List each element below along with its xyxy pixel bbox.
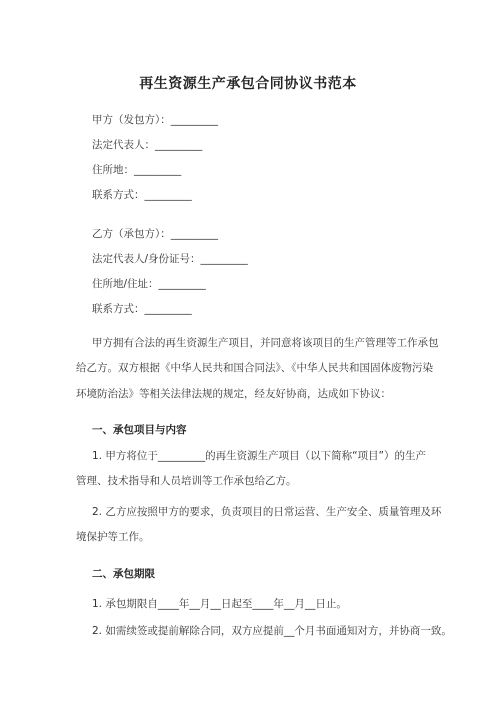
section-2-item-1: 1. 承包期限自____年__月__日起至____年__月__日止。: [92, 598, 347, 610]
intro-line-2: 给乙方。双方根据《中华人民共和国合同法》、《中华人民共和国固体废物污染: [76, 362, 433, 374]
party-b-legal-rep: 法定代表人/身份证号：_________: [92, 253, 248, 265]
section-1-item-2-line-1: 2. 乙方应按照甲方的要求，负责项目的日常运营、生产安全、质量管理及环: [92, 506, 442, 518]
party-a-contact: 联系方式：_________: [92, 189, 192, 201]
document-title: 再生资源生产承包合同协议书范本: [139, 76, 357, 92]
party-b-address: 住所地/住址：_________: [92, 278, 206, 290]
section-1-heading: 一、承包项目与内容: [92, 424, 187, 436]
intro-line-1: 甲方拥有合法的再生资源生产项目，并同意将该项目的生产管理等工作承包: [92, 337, 439, 349]
section-2-heading: 二、承包期限: [92, 568, 155, 580]
section-2-item-2: 2. 如需续签或提前解除合同，双方应提前__个月书面通知对方，并协商一致。: [92, 625, 452, 637]
party-a-address: 住所地：_________: [92, 164, 182, 176]
party-b-contact: 联系方式：_________: [92, 303, 192, 315]
party-a-name: 甲方（发包方）：_________: [92, 114, 218, 126]
section-1-item-1-line-2: 管理、技术指导和人员培训等工作承包给乙方。: [76, 475, 297, 487]
section-1-item-2-line-2: 境保护等工作。: [76, 531, 150, 543]
party-b-name: 乙方（承包方）：_________: [92, 228, 218, 240]
party-a-legal-rep: 法定代表人：_________: [92, 139, 203, 151]
intro-line-3: 环境防治法》等相关法律法规的规定，经友好协商，达成如下协议：: [76, 388, 391, 400]
section-1-item-1-line-1: 1. 甲方将位于_________的再生资源生产项目（以下简称“项目”）的生产: [92, 450, 426, 462]
